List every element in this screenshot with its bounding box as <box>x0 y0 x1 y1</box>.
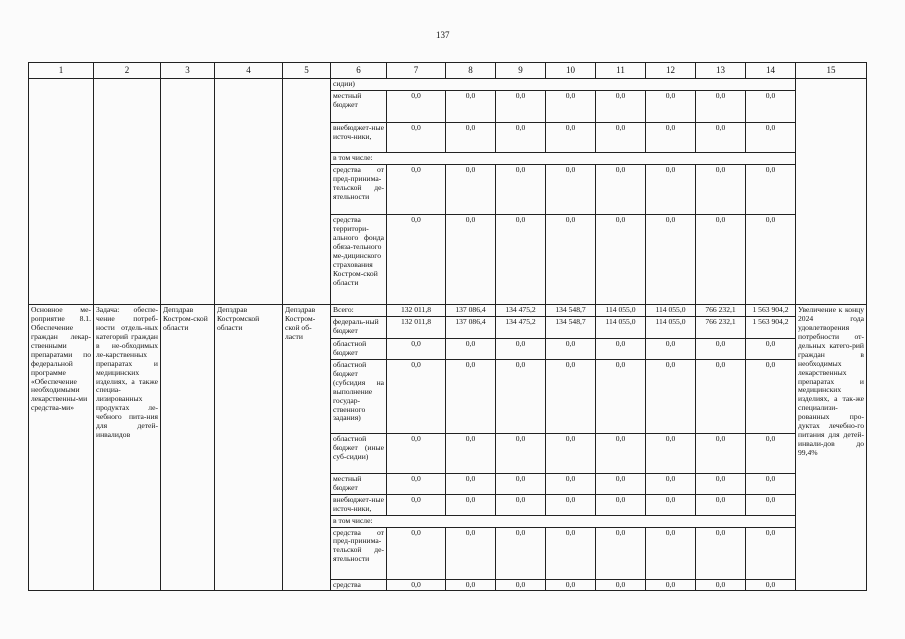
empty-cell-col3 <box>161 79 215 305</box>
value-cell: 0,0 <box>696 359 746 433</box>
value-cell: 0,0 <box>646 494 696 515</box>
header-cell-6: 6 <box>331 63 387 79</box>
value-cell: 0,0 <box>496 338 546 359</box>
funding-source-label: Всего: <box>331 304 387 316</box>
value-cell: 0,0 <box>746 527 796 579</box>
co-executor: Депздрав Костромской области <box>215 304 283 591</box>
value-cell: 0,0 <box>446 164 496 214</box>
value-cell: 0,0 <box>696 433 746 473</box>
table-row <box>29 304 867 316</box>
empty-cell-col5 <box>283 79 331 305</box>
value-cell: 0,0 <box>446 214 496 304</box>
funding-source-label: внебюджет-ные источ-ники, <box>331 122 387 152</box>
value-cell: 114 055,0 <box>646 304 696 316</box>
value-cell: 0,0 <box>646 359 696 433</box>
value-cell: 0,0 <box>496 164 546 214</box>
value-cell: 0,0 <box>696 527 746 579</box>
value-cell: 0,0 <box>746 433 796 473</box>
value-cell: 0,0 <box>446 494 496 515</box>
funding-source-label: областной бюджет (иные суб-сидии) <box>331 433 387 473</box>
section-label: в том числе: <box>331 515 796 527</box>
value-cell: 0,0 <box>746 122 796 152</box>
funding-source-label: местный бюджет <box>331 90 387 122</box>
value-cell: 0,0 <box>496 90 546 122</box>
value-cell: 137 086,4 <box>446 316 496 338</box>
value-cell: 0,0 <box>696 90 746 122</box>
value-cell: 0,0 <box>387 90 446 122</box>
value-cell: 0,0 <box>446 359 496 433</box>
funding-source-label: средства от пред-принима-тельской де-ятельности <box>331 527 387 579</box>
value-cell: 0,0 <box>746 164 796 214</box>
empty-cell-col2 <box>94 79 161 305</box>
value-cell: 0,0 <box>387 433 446 473</box>
header-cell-14: 14 <box>746 63 796 79</box>
value-cell: 137 086,4 <box>446 304 496 316</box>
empty-cell-col15 <box>796 79 867 305</box>
value-cell: 0,0 <box>596 338 646 359</box>
value-cell: 132 011,8 <box>387 304 446 316</box>
funding-source-label: средства территори-ального фонда обяза-тельного ме-дицинского страхования Костром-ской области <box>331 214 387 304</box>
value-cell: 0,0 <box>496 359 546 433</box>
value-cell: 0,0 <box>387 214 446 304</box>
value-cell: 0,0 <box>596 433 646 473</box>
empty-cell-col4 <box>215 79 283 305</box>
value-cell: 134 548,7 <box>546 304 596 316</box>
value-cell: 0,0 <box>696 214 746 304</box>
value-cell: 0,0 <box>446 433 496 473</box>
value-cell: 0,0 <box>596 527 646 579</box>
expected-result: Увеличение к концу 2024 года удовлетворения потребности от-дельных катего-рий граждан в необходимых лекарственных препаратах и медицинских изделиях, а так-же специализи-рованных про-дуктах лечебно-го питания для детей-инвали-дов до 99,4% <box>796 304 867 591</box>
value-cell: 0,0 <box>446 338 496 359</box>
value-cell: 0,0 <box>496 433 546 473</box>
header-cell-15: 15 <box>796 63 867 79</box>
value-cell: 0,0 <box>496 494 546 515</box>
value-cell: 0,0 <box>546 527 596 579</box>
table-body <box>29 63 867 591</box>
value-cell: 0,0 <box>387 164 446 214</box>
value-cell: 766 232,1 <box>696 316 746 338</box>
value-cell: 0,0 <box>387 579 446 591</box>
value-cell: 0,0 <box>696 122 746 152</box>
funding-source-label: внебюджет-ные источ-ники, <box>331 494 387 515</box>
funding-source-label: областной бюджет <box>331 338 387 359</box>
header-cell-11: 11 <box>596 63 646 79</box>
value-cell: 0,0 <box>646 122 696 152</box>
value-cell: 0,0 <box>746 473 796 494</box>
value-cell: 0,0 <box>746 359 796 433</box>
value-cell: 0,0 <box>446 473 496 494</box>
value-cell: 0,0 <box>496 579 546 591</box>
value-cell: 0,0 <box>387 122 446 152</box>
responsible-executor: Депздрав Костром-ской области <box>161 304 215 591</box>
funding-source-label: средства <box>331 579 387 591</box>
value-cell: 0,0 <box>596 359 646 433</box>
header-cell-3: 3 <box>161 63 215 79</box>
header-cell-8: 8 <box>446 63 496 79</box>
value-cell: 0,0 <box>496 527 546 579</box>
value-cell: 0,0 <box>746 579 796 591</box>
value-cell: 0,0 <box>546 473 596 494</box>
header-cell-12: 12 <box>646 63 696 79</box>
funding-source-label: федераль-ный бюджет <box>331 316 387 338</box>
value-cell: 0,0 <box>696 164 746 214</box>
value-cell: 134 475,2 <box>496 304 546 316</box>
task-description: Задача: обеспе-чение потреб-ности отдель-ных категорий граждан в не-обходимых ле-карственных препаратах и медицинских изделиях, а также специа-лизированных продуктах ле-чебного пита-ния для детей-инвалидов <box>94 304 161 591</box>
budget-table <box>28 62 867 591</box>
value-cell: 0,0 <box>646 164 696 214</box>
value-cell: 0,0 <box>546 338 596 359</box>
value-cell: 0,0 <box>387 494 446 515</box>
table-row <box>29 79 867 91</box>
value-cell: 0,0 <box>446 122 496 152</box>
value-cell: 0,0 <box>646 214 696 304</box>
value-cell: 0,0 <box>496 473 546 494</box>
value-cell: 132 011,8 <box>387 316 446 338</box>
value-cell: 0,0 <box>496 122 546 152</box>
header-row <box>29 63 867 79</box>
section-label: сидии) <box>331 79 796 91</box>
value-cell: 1 563 904,2 <box>746 304 796 316</box>
value-cell: 0,0 <box>746 494 796 515</box>
value-cell: 0,0 <box>546 579 596 591</box>
header-cell-9: 9 <box>496 63 546 79</box>
value-cell: 0,0 <box>596 122 646 152</box>
value-cell: 0,0 <box>596 164 646 214</box>
participant: Депздрав Костром-ской об-ласти <box>283 304 331 591</box>
value-cell: 0,0 <box>696 494 746 515</box>
value-cell: 114 055,0 <box>596 316 646 338</box>
value-cell: 0,0 <box>446 579 496 591</box>
value-cell: 0,0 <box>646 338 696 359</box>
value-cell: 0,0 <box>746 338 796 359</box>
value-cell: 0,0 <box>596 494 646 515</box>
value-cell: 0,0 <box>596 90 646 122</box>
value-cell: 0,0 <box>646 90 696 122</box>
value-cell: 0,0 <box>546 164 596 214</box>
funding-source-label: местный бюджет <box>331 473 387 494</box>
value-cell: 1 563 904,2 <box>746 316 796 338</box>
value-cell: 0,0 <box>646 527 696 579</box>
header-cell-10: 10 <box>546 63 596 79</box>
value-cell: 0,0 <box>387 527 446 579</box>
value-cell: 0,0 <box>546 122 596 152</box>
value-cell: 0,0 <box>696 473 746 494</box>
header-cell-4: 4 <box>215 63 283 79</box>
funding-source-label: областной бюджет (субсидия на выполнение государ-ственного задания) <box>331 359 387 433</box>
section-label: в том числе: <box>331 152 796 164</box>
value-cell: 0,0 <box>646 473 696 494</box>
header-cell-13: 13 <box>696 63 746 79</box>
value-cell: 0,0 <box>746 214 796 304</box>
value-cell: 0,0 <box>387 338 446 359</box>
value-cell: 0,0 <box>546 90 596 122</box>
value-cell: 0,0 <box>546 433 596 473</box>
value-cell: 0,0 <box>446 527 496 579</box>
funding-source-label: средства от пред-принима-тельской де-ятельности <box>331 164 387 214</box>
value-cell: 114 055,0 <box>646 316 696 338</box>
value-cell: 0,0 <box>546 494 596 515</box>
value-cell: 0,0 <box>596 579 646 591</box>
value-cell: 134 548,7 <box>546 316 596 338</box>
value-cell: 0,0 <box>596 214 646 304</box>
measure-name: Основное ме-роприятие 8.1. Обеспечение граждан лекар-ственными препаратами по федеральной программе «Обеспечение необходимыми лекарственны-ми средства-ми» <box>29 304 94 591</box>
value-cell: 0,0 <box>646 433 696 473</box>
value-cell: 0,0 <box>546 214 596 304</box>
value-cell: 0,0 <box>496 214 546 304</box>
value-cell: 0,0 <box>387 359 446 433</box>
value-cell: 0,0 <box>646 579 696 591</box>
header-cell-5: 5 <box>283 63 331 79</box>
empty-cell-col1 <box>29 79 94 305</box>
value-cell: 0,0 <box>596 473 646 494</box>
header-cell-1: 1 <box>29 63 94 79</box>
header-cell-2: 2 <box>94 63 161 79</box>
value-cell: 0,0 <box>546 359 596 433</box>
value-cell: 114 055,0 <box>596 304 646 316</box>
value-cell: 0,0 <box>387 473 446 494</box>
value-cell: 0,0 <box>446 90 496 122</box>
page-number: 137 <box>436 30 450 40</box>
value-cell: 0,0 <box>746 90 796 122</box>
value-cell: 134 475,2 <box>496 316 546 338</box>
header-cell-7: 7 <box>387 63 446 79</box>
value-cell: 0,0 <box>696 338 746 359</box>
value-cell: 0,0 <box>696 579 746 591</box>
value-cell: 766 232,1 <box>696 304 746 316</box>
